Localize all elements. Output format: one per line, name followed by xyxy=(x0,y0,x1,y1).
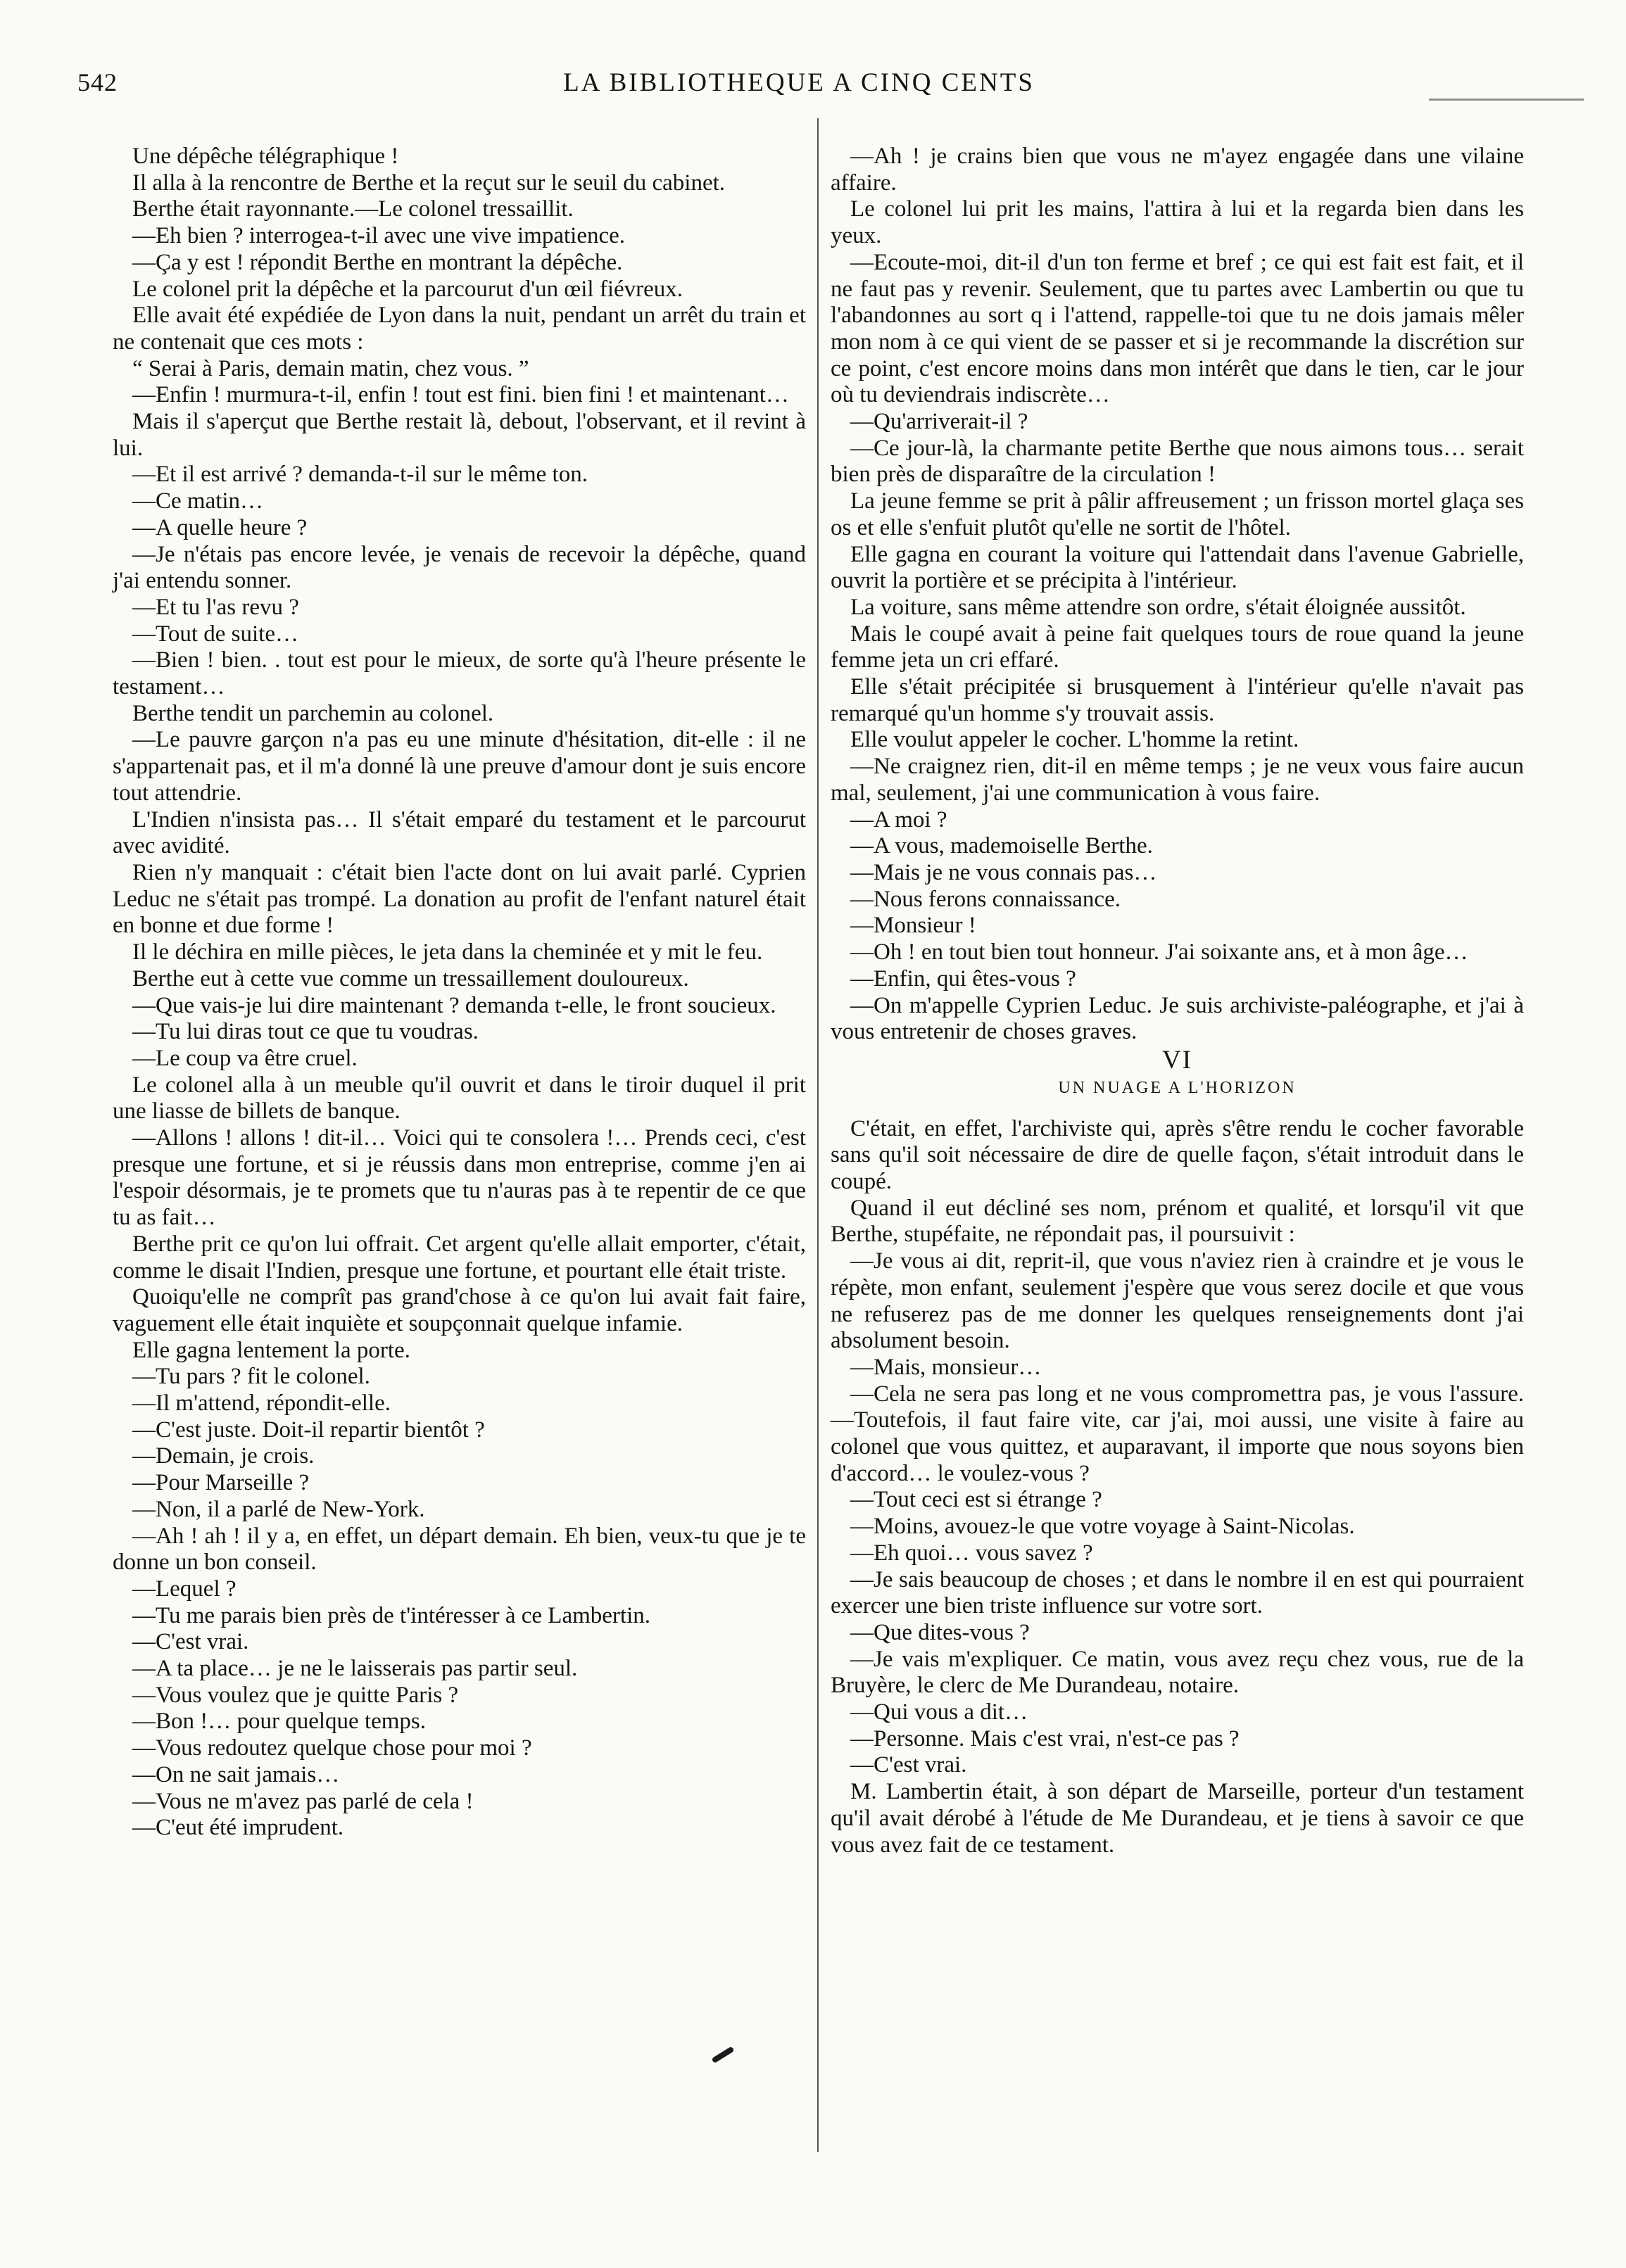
paragraph: —Bon !… pour quelque temps. xyxy=(132,1709,427,1735)
paragraph: Berthe prit ce qu'on lui offrait. Cet argent qu'elle allait emporter, c'était, comme le disait l'Indien, presque une fortune, et pourtant elle était triste. xyxy=(113,1231,806,1284)
paragraph: —Mais, monsieur… xyxy=(850,1354,1042,1380)
paragraph: —A quelle heure ? xyxy=(132,514,308,540)
chapter-title: UN NUAGE A L'HORIZON xyxy=(1058,1078,1297,1097)
column-divider xyxy=(817,118,819,2152)
paragraph: —Il m'attend, répondit-elle. xyxy=(132,1390,391,1417)
paragraph: Rien n'y manquait : c'était bien l'acte dont on lui avait parlé. Cyprien Leduc ne s'était pas trompé. La donation au profit de l'enfant naturel était en bonne et due forme ! xyxy=(113,859,806,939)
page-number: 542 xyxy=(77,68,118,96)
ink-mark xyxy=(711,2046,734,2064)
paragraph: M. Lambertin était, à son départ de Marseille, porteur d'un testament qu'il avait dérobé à l'étude de Me Durandeau, et je tiens à savoir ce que vous avez fait de ce testament. xyxy=(831,1779,1524,1858)
page-header xyxy=(77,68,1520,110)
paragraph: —A ta place… je ne le laisserais pas partir seul. xyxy=(132,1656,578,1682)
paragraph: Berthe eut à cette vue comme un tressaillement douloureux. xyxy=(132,965,689,992)
paragraph: Elle avait été expédiée de Lyon dans la nuit, pendant un arrêt du train et ne contenait que ces mots : xyxy=(113,303,806,355)
paragraph: —Demain, je crois. xyxy=(132,1443,315,1469)
paragraph: —Allons ! allons ! dit-il… Voici qui te consolera !… Prends ceci, c'est presque une fortune, et si je réussis dans mon entreprise, comme j'en ai l'espoir désormais, je te promets que tu n'auras pas à te repentir de ce que tu as fait… xyxy=(113,1125,806,1231)
right-column xyxy=(831,144,1524,1858)
paragraph: —C'eut été imprudent. xyxy=(132,1815,344,1841)
paragraph: —Ce jour-là, la charmante petite Berthe que nous aimons tous… serait bien près de disparaître de la circulation ! xyxy=(831,435,1524,488)
paragraph: Mais le coupé avait à peine fait quelques tours de roue quand la jeune femme jeta un cri effaré. xyxy=(831,621,1524,673)
paragraph: Elle voulut appeler le cocher. L'homme la retint. xyxy=(850,727,1299,753)
paragraph: —Personne. Mais c'est vrai, n'est-ce pas ? xyxy=(850,1725,1240,1751)
paragraph: —Tout ceci est si étrange ? xyxy=(850,1487,1102,1513)
paragraph: La jeune femme se prit à pâlir affreusement ; un frisson mortel glaça ses os et elle s'enfuit plutôt qu'elle ne sortit de l'hôtel. xyxy=(831,488,1524,540)
right-column-bottom xyxy=(831,1116,1524,1859)
running-title: LA BIBLIOTHEQUE A CINQ CENTS xyxy=(563,68,1035,97)
paragraph: —Vous voulez que je quitte Paris ? xyxy=(132,1682,459,1708)
paragraph: —Monsieur ! xyxy=(850,913,976,939)
paragraph: —Que vais-je lui dire maintenant ? demanda t-elle, le front soucieux. xyxy=(132,992,776,1018)
paragraph: —Vous ne m'avez pas parlé de cela ! xyxy=(132,1788,474,1814)
paragraph: —Et tu l'as revu ? xyxy=(132,594,299,620)
paragraph: —Mais je ne vous connais pas… xyxy=(850,859,1157,885)
paragraph: —Je n'étais pas encore levée, je venais de recevoir la dépêche, quand j'ai entendu sonner. xyxy=(113,541,806,594)
paragraph: —Enfin ! murmura-t-il, enfin ! tout est fini. bien fini ! et maintenant… xyxy=(132,382,789,408)
paragraph: —C'est vrai. xyxy=(132,1629,249,1655)
paragraph: —Je vais m'expliquer. Ce matin, vous avez reçu chez vous, rue de la Bruyère, le clerc de Me Durandeau, notaire. xyxy=(831,1646,1524,1699)
paragraph: —Qu'arriverait-il ? xyxy=(850,409,1028,435)
paragraph: —Moins, avouez-le que votre voyage à Saint-Nicolas. xyxy=(850,1514,1355,1540)
left-column xyxy=(113,144,806,1842)
paragraph: —Oh ! en tout bien tout honneur. J'ai soixante ans, et à mon âge… xyxy=(850,939,1468,965)
paragraph: —Bien ! bien. . tout est pour le mieux, de sorte qu'à l'heure présente le testament… xyxy=(113,647,806,700)
paragraph: —Le pauvre garçon n'a pas eu une minute d'hésitation, dit-elle : il ne s'appartenait pas, et il m'a donné là une preuve d'amour dont je suis encore tout attendrie. xyxy=(113,727,806,806)
paragraph: —Pour Marseille ? xyxy=(132,1470,310,1496)
paragraph: “ Serai à Paris, demain matin, chez vous. ” xyxy=(132,355,529,381)
paragraph: L'Indien n'insista pas… Il s'était emparé du testament et le parcourut avec avidité. xyxy=(113,806,806,859)
paragraph: —Non, il a parlé de New-York. xyxy=(132,1496,425,1522)
paragraph: Mais il s'aperçut que Berthe restait là, debout, l'observant, et il revint à lui. xyxy=(113,409,806,461)
paragraph: —Tu pars ? fit le colonel. xyxy=(132,1364,370,1390)
paragraph: —Ne craignez rien, dit-il en même temps ; je ne veux vous faire aucun mal, seulement, j'ai une communication à vous faire. xyxy=(831,754,1524,806)
paragraph: —Cela ne sera pas long et ne vous compromettra pas, je vous l'assure.—Toutefois, il faut faire vite, car j'ai, moi aussi, une visite à faire au colonel que vous quittez, et auparavant, il importe que nous soyons bien d'accord… le voulez-vous ? xyxy=(831,1381,1524,1486)
paragraph: Quand il eut décliné ses nom, prénom et qualité, et lorsqu'il vit que Berthe, stupéfaite, ne répondait pas, il poursuivit : xyxy=(831,1195,1524,1248)
paragraph: Berthe tendit un parchemin au colonel. xyxy=(132,700,494,726)
paragraph: —Lequel ? xyxy=(132,1576,237,1602)
paragraph: —A vous, mademoiselle Berthe. xyxy=(850,833,1153,859)
paragraph: —Et il est arrivé ? demanda-t-il sur le même ton. xyxy=(132,462,588,488)
paragraph: —On m'appelle Cyprien Leduc. Je suis archiviste-paléographe, et j'ai à vous entretenir de choses graves. xyxy=(831,992,1524,1045)
paragraph: —Que dites-vous ? xyxy=(850,1619,1030,1645)
paragraph: Une dépêche télégraphique ! xyxy=(132,144,399,169)
paragraph: Berthe était rayonnante.—Le colonel tressaillit. xyxy=(132,196,574,222)
paragraph: —Je vous ai dit, reprit-il, que vous n'aviez rien à craindre et je vous le répète, mon enfant, seulement j'espère que vous serez docile et que vous ne refuserez pas de me donner les quelques renseignements dont j'ai absolument besoin. xyxy=(831,1248,1524,1354)
paragraph: —A moi ? xyxy=(850,806,947,832)
paragraph: —Tout de suite… xyxy=(132,621,298,647)
paragraph: —Ecoute-moi, dit-il d'un ton ferme et bref ; ce qui est fait est fait, et il ne faut pas y revenir. Seulement, que tu partes avec Lambertin ou que tu l'abandonnes au sort q i l'attend, rappelle-toi que tu ne dois jamais mêler mon nom à ce qui vient de se passer et si je recommande la discrétion sur ce point, c'est encore moins dans mon intérêt que dans le tien, car le jour où tu deviendrais indiscrète… xyxy=(831,249,1524,408)
paragraph: —Ça y est ! répondit Berthe en montrant la dépêche. xyxy=(132,249,623,275)
right-column-top xyxy=(831,144,1524,1046)
paragraph: —Enfin, qui êtes-vous ? xyxy=(850,965,1076,992)
paragraph: Elle gagna en courant la voiture qui l'attendait dans l'avenue Gabrielle, ouvrit la portière et se précipita à l'intérieur. xyxy=(831,541,1524,594)
paragraph: —Nous ferons connaissance. xyxy=(850,886,1121,912)
paragraph: Quoiqu'elle ne comprît pas grand'chose à ce qu'on lui avait fait faire, vaguement elle était inquiète et soupçonnait quelque infamie. xyxy=(113,1284,806,1336)
paragraph: —Eh quoi… vous savez ? xyxy=(850,1540,1093,1566)
paragraph: —Eh bien ? interrogea-t-il avec une vive impatience. xyxy=(132,223,626,249)
paragraph: Elle s'était précipitée si brusquement à l'intérieur qu'elle n'avait pas remarqué qu'un homme s'y trouvait assis. xyxy=(831,674,1524,726)
paragraph: —C'est juste. Doit-il repartir bientôt ? xyxy=(132,1417,485,1443)
paragraph: —C'est vrai. xyxy=(850,1752,967,1778)
paragraph: —Le coup va être cruel. xyxy=(132,1045,358,1071)
chapter-number: VI xyxy=(1161,1045,1193,1075)
paragraph: —Tu lui diras tout ce que tu voudras. xyxy=(132,1019,479,1045)
paragraph: Il alla à la rencontre de Berthe et la reçut sur le seuil du cabinet. xyxy=(132,170,726,196)
paragraph: —Ah ! je crains bien que vous ne m'ayez engagée dans une vilaine affaire. xyxy=(831,144,1524,196)
paragraph: —Je sais beaucoup de choses ; et dans le nombre il en est qui pourraient exercer une bien triste influence sur votre sort. xyxy=(831,1566,1524,1619)
paragraph: —Ce matin… xyxy=(132,488,264,514)
paragraph: —On ne sait jamais… xyxy=(132,1761,340,1787)
paragraph: Il le déchira en mille pièces, le jeta dans la cheminée et y mit le feu. xyxy=(132,939,763,965)
paragraph: —Ah ! ah ! il y a, en effet, un départ demain. Eh bien, veux-tu que je te donne un bon conseil. xyxy=(113,1523,806,1576)
paragraph: —Qui vous a dit… xyxy=(850,1699,1028,1725)
paragraph: —Vous redoutez quelque chose pour moi ? xyxy=(132,1735,532,1761)
paragraph: Elle gagna lentement la porte. xyxy=(132,1337,410,1363)
paragraph: C'était, en effet, l'archiviste qui, après s'être rendu le cocher favorable sans qu'il soit nécessaire de dire de quelle façon, s'était introduit dans le coupé. xyxy=(831,1115,1524,1195)
header-rule xyxy=(1429,99,1584,101)
paragraph: Le colonel alla à un meuble qu'il ouvrit et dans le tiroir duquel il prit une liasse de billets de banque. xyxy=(113,1072,806,1125)
paragraph: La voiture, sans même attendre son ordre, s'était éloignée aussitôt. xyxy=(850,594,1466,620)
paragraph: —Tu me parais bien près de t'intéresser à ce Lambertin. xyxy=(132,1602,650,1628)
paragraph: Le colonel lui prit les mains, l'attira à lui et la regarda bien dans les yeux. xyxy=(831,196,1524,249)
paragraph: Le colonel prit la dépêche et la parcourut d'un œil fiévreux. xyxy=(132,276,683,302)
